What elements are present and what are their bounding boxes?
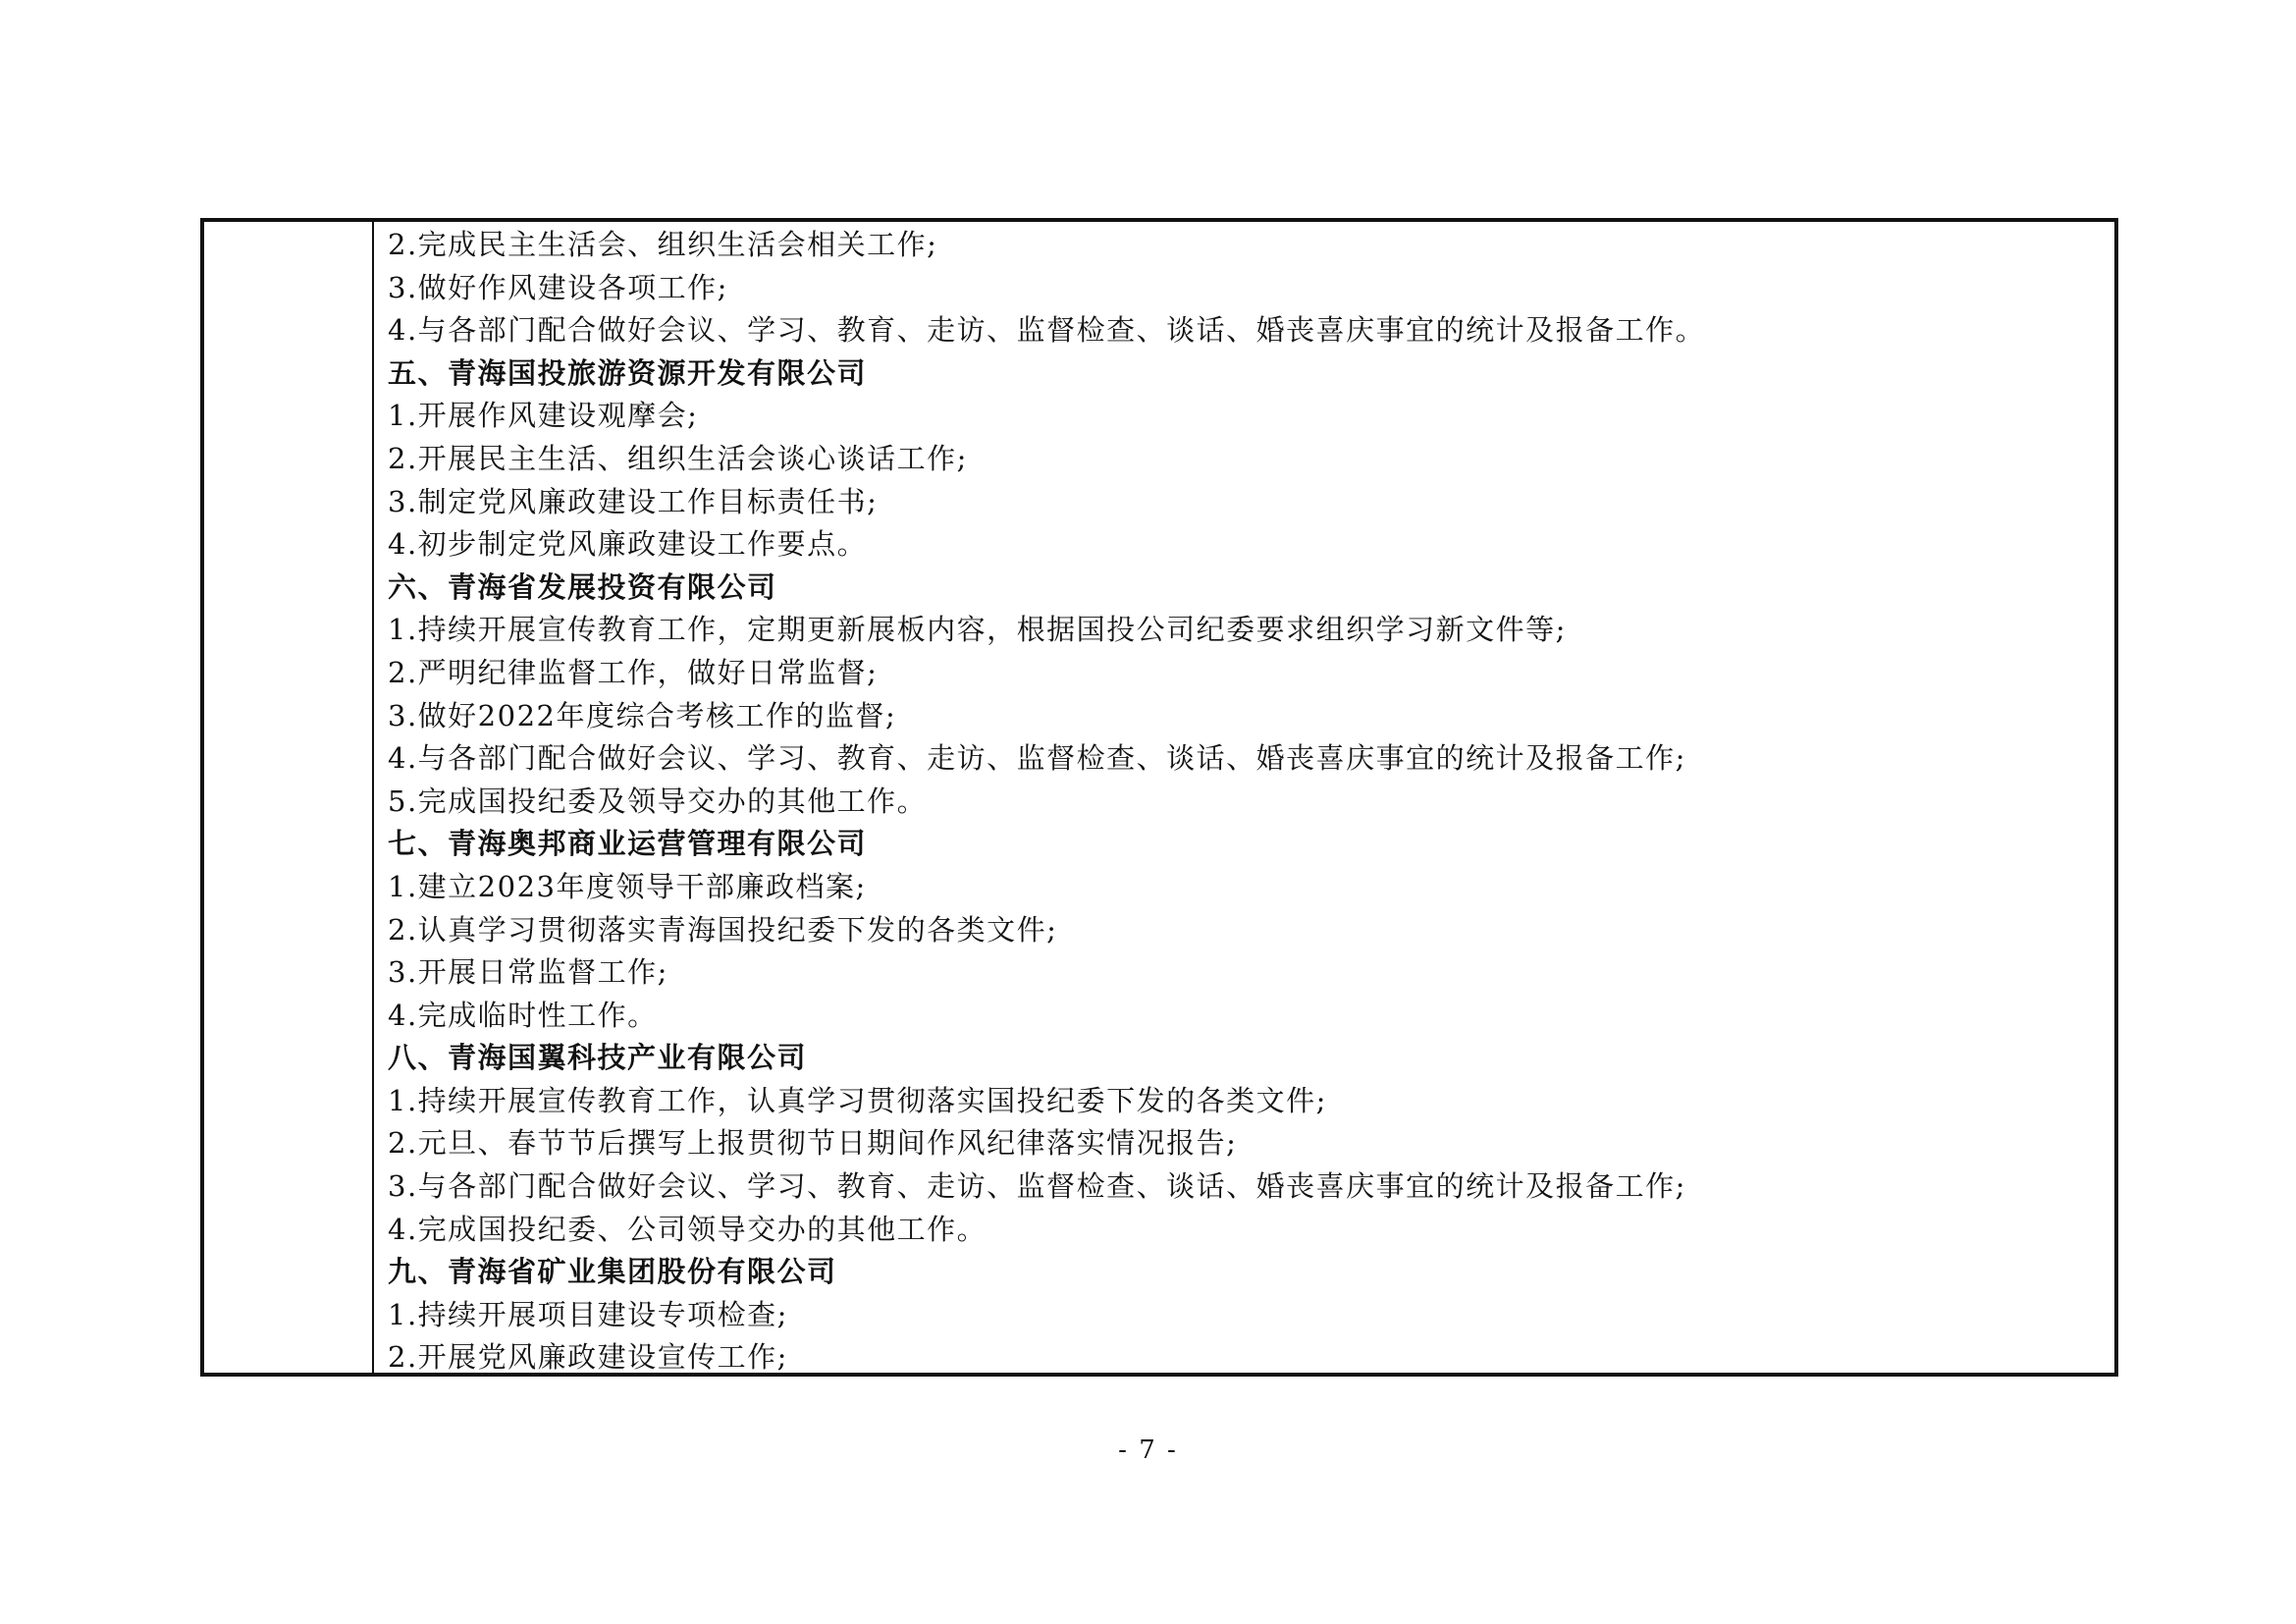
list-item: 5.完成国投纪委及领导交办的其他工作。 [388,784,928,818]
content-table [200,218,2118,1377]
list-item: 3.做好作风建设各项工作; [388,270,728,304]
list-item: 4.初步制定党风廉政建设工作要点。 [388,527,868,562]
list-item: 2.完成民主生活会、组织生活会相关工作; [388,228,938,261]
list-item: 4.完成临时性工作。 [388,998,658,1032]
list-item: 2.开展民主生活、组织生活会谈心谈话工作; [388,441,968,475]
list-item: 3.与各部门配合做好会议、学习、教育、走访、监督检查、谈话、婚丧喜庆事宜的统计及报备工作; [388,1169,1686,1204]
page-number: - 7 - [1118,1435,1178,1465]
section-heading: 六、青海省发展投资有限公司 [388,569,777,604]
section-heading: 九、青海省矿业集团股份有限公司 [388,1255,837,1289]
list-item: 1.建立2023年度领导干部廉政档案; [388,869,867,903]
list-item: 2.元旦、春节节后撰写上报贯彻节日期间作风纪律落实情况报告; [388,1126,1238,1161]
list-item: 1.持续开展宣传教育工作，认真学习贯彻落实国投纪委下发的各类文件; [388,1083,1327,1117]
list-item: 3.开展日常监督工作; [388,955,668,990]
list-item: 1.持续开展项目建设专项检查; [388,1297,788,1331]
list-item: 1.持续开展宣传教育工作，定期更新展板内容，根据国投公司纪委要求组织学习新文件等; [388,613,1567,647]
list-item: 2.开展党风廉政建设宣传工作; [388,1340,788,1373]
list-item: 2.认真学习贯彻落实青海国投纪委下发的各类文件; [388,912,1058,947]
list-item: 4.与各部门配合做好会议、学习、教育、走访、监督检查、谈话、婚丧喜庆事宜的统计及报备工作; [388,741,1686,776]
table-right-cell [374,222,2114,1373]
list-item: 3.做好2022年度综合考核工作的监督; [388,698,897,732]
list-item: 2.严明纪律监督工作，做好日常监督; [388,655,879,689]
list-item: 3.制定党风廉政建设工作目标责任书; [388,484,879,518]
section-heading: 七、青海奥邦商业运营管理有限公司 [388,827,868,861]
section-heading: 八、青海国翼科技产业有限公司 [388,1041,808,1075]
list-item: 4.与各部门配合做好会议、学习、教育、走访、监督检查、谈话、婚丧喜庆事宜的统计及报备工作。 [388,313,1706,348]
list-item: 1.开展作风建设观摩会; [388,399,699,433]
section-heading: 五、青海国投旅游资源开发有限公司 [388,355,868,390]
table-left-cell [204,222,374,1373]
list-item: 4.完成国投纪委、公司领导交办的其他工作。 [388,1212,988,1246]
